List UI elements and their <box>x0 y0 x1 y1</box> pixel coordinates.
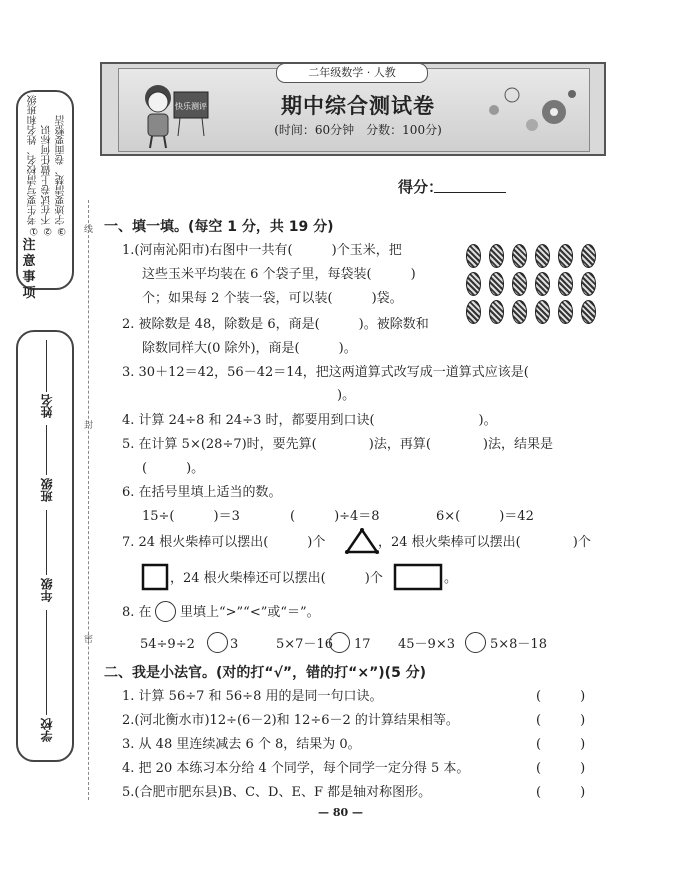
q3-line-1: 3. 30＋12＝42，56－42＝14，把这两道算式改写成一道算式应该是( <box>122 365 529 380</box>
corn-icon <box>581 272 596 296</box>
judge-paren-1[interactable]: ( ) <box>536 689 586 704</box>
compare-circle-2[interactable] <box>329 632 350 653</box>
section-2-heading: 二、我是小法官。(对的打“√”，错的打“×”)(5 分) <box>104 665 427 681</box>
q2-line-1: 2. 被除数是 48，除数是 6，商是( )。被除数和 <box>122 317 429 332</box>
q4-line: 4. 计算 24÷8 和 24÷3 时，都要用到口诀( )。 <box>122 413 497 428</box>
q1-line-2: 这些玉米平均装在 6 个袋子里，每袋装( ) <box>142 267 416 282</box>
score-label: 得分： <box>398 178 444 196</box>
corn-icon <box>466 300 481 324</box>
field-school: 学校 <box>40 718 54 742</box>
name-line[interactable] <box>46 340 47 392</box>
judge-paren-5[interactable]: ( ) <box>536 785 586 800</box>
q6-expr-2: ( )÷4＝8 <box>290 509 380 524</box>
q5-line-1: 5. 在计算 5×(28÷7)时，要先算( )法，再算( )法，结果是 <box>122 437 553 452</box>
q7-line-2: ，24 根火柴棒还可以摆出( )个 <box>170 571 383 586</box>
q7-line-1b: ，24 根火柴棒可以摆出( )个 <box>378 535 591 550</box>
compare-circle-example <box>155 601 176 622</box>
rectangle-shape <box>392 562 444 592</box>
girl-illustration <box>132 76 212 150</box>
q8-suffix: 里填上“>”“<”或“＝”。 <box>180 605 320 620</box>
flower-decoration <box>482 80 582 140</box>
page-number: — 80 — <box>318 806 363 819</box>
judge-item-1: 1. 计算 56÷7 和 56÷8 用的是同一句口诀。 <box>122 689 383 704</box>
q8-expr-1-left: 54÷9÷2 <box>140 637 195 652</box>
q6-expr-1: 15÷( )＝3 <box>142 509 240 524</box>
compare-circle-1[interactable] <box>207 632 228 653</box>
compare-circle-3[interactable] <box>465 632 486 653</box>
corn-icon <box>489 244 504 268</box>
corn-icon <box>466 244 481 268</box>
q2-line-2: 除数同样大(0 除外)，商是( )。 <box>142 341 357 356</box>
section-1-heading: 一、填一填。(每空 1 分，共 19 分) <box>104 219 334 235</box>
q3-line-2: )。 <box>142 388 356 403</box>
corn-icon <box>512 272 527 296</box>
judge-paren-2[interactable]: ( ) <box>536 713 586 728</box>
judge-item-5: 5.(合肥市肥东县)B、C、D、E、F 都是轴对称图形。 <box>122 785 432 800</box>
corn-icon <box>512 244 527 268</box>
q7-period: 。 <box>444 571 458 586</box>
chalkboard-sign: 快乐测评 <box>175 102 207 111</box>
judge-paren-4[interactable]: ( ) <box>536 761 586 776</box>
cut-line <box>88 200 89 800</box>
corn-picture <box>462 240 600 324</box>
corn-icon <box>581 300 596 324</box>
q8-expr-3-right: 5×8－18 <box>490 637 547 652</box>
square-shape <box>140 562 170 592</box>
class-line[interactable] <box>46 425 47 475</box>
notice-item-2: ②不在试卷上做任何标识 <box>42 125 53 236</box>
corn-icon <box>558 244 573 268</box>
q6-line: 6. 在括号里填上适当的数。 <box>122 485 282 500</box>
corn-icon <box>489 300 504 324</box>
page-title: 期中综合测试卷 <box>281 94 435 118</box>
notice-item-3: ③字迹要清楚、卷面要整洁 <box>56 115 67 236</box>
q7-line-1a: 7. 24 根火柴棒可以摆出( )个 <box>122 535 326 550</box>
cut-char-mi: 密 <box>84 635 94 645</box>
judge-item-4: 4. 把 20 本练习本分给 4 个同学，每个同学一定分得 5 本。 <box>122 761 470 776</box>
grade-line[interactable] <box>46 510 47 575</box>
corn-icon <box>466 272 481 296</box>
q8-expr-1-right: 3 <box>230 637 239 652</box>
cut-char-xian: 线 <box>84 225 94 235</box>
q6-expr-3: 6×( )＝42 <box>436 509 534 524</box>
corn-icon <box>489 272 504 296</box>
q1-line-1: 1.(河南沁阳市)右图中一共有( )个玉米，把 <box>122 243 402 258</box>
corn-icon <box>535 244 550 268</box>
q8-expr-3-left: 45－9×3 <box>398 637 455 652</box>
corn-icon <box>535 300 550 324</box>
corn-icon <box>535 272 550 296</box>
score-input-line[interactable] <box>434 192 506 193</box>
judge-item-3: 3. 从 48 里连续减去 6 个 8，结果为 0。 <box>122 737 361 752</box>
field-name: 姓名 <box>40 394 54 418</box>
q5-line-2: ( )。 <box>142 461 205 476</box>
judge-paren-3[interactable]: ( ) <box>536 737 586 752</box>
judge-item-2: 2.(河北衡水市)12÷(6－2)和 12÷6－2 的计算结果相等。 <box>122 713 459 728</box>
q1-line-3: 个；如果每 2 个装一袋，可以装( )袋。 <box>142 291 403 306</box>
school-line[interactable] <box>46 610 47 715</box>
cut-char-feng: 封 <box>84 421 94 431</box>
field-grade: 年级 <box>40 578 54 602</box>
corn-icon <box>581 244 596 268</box>
q8-expr-2-left: 5×7－16 <box>276 637 333 652</box>
triangle-shape <box>344 527 380 555</box>
subject-badge: 二年级数学 · 人教 <box>276 63 428 83</box>
q8-prefix: 8. 在 <box>122 605 152 620</box>
q8-expr-2-right: 17 <box>354 637 371 652</box>
corn-icon <box>558 272 573 296</box>
field-class: 班级 <box>40 478 54 502</box>
notice-item-1: ①考生要写清校名、姓名和班级 <box>28 95 39 236</box>
time-score-info: (时间：60分钟 分数：100分) <box>274 123 442 137</box>
notice-title: 注意事项 <box>22 238 36 301</box>
corn-icon <box>558 300 573 324</box>
corn-icon <box>512 300 527 324</box>
